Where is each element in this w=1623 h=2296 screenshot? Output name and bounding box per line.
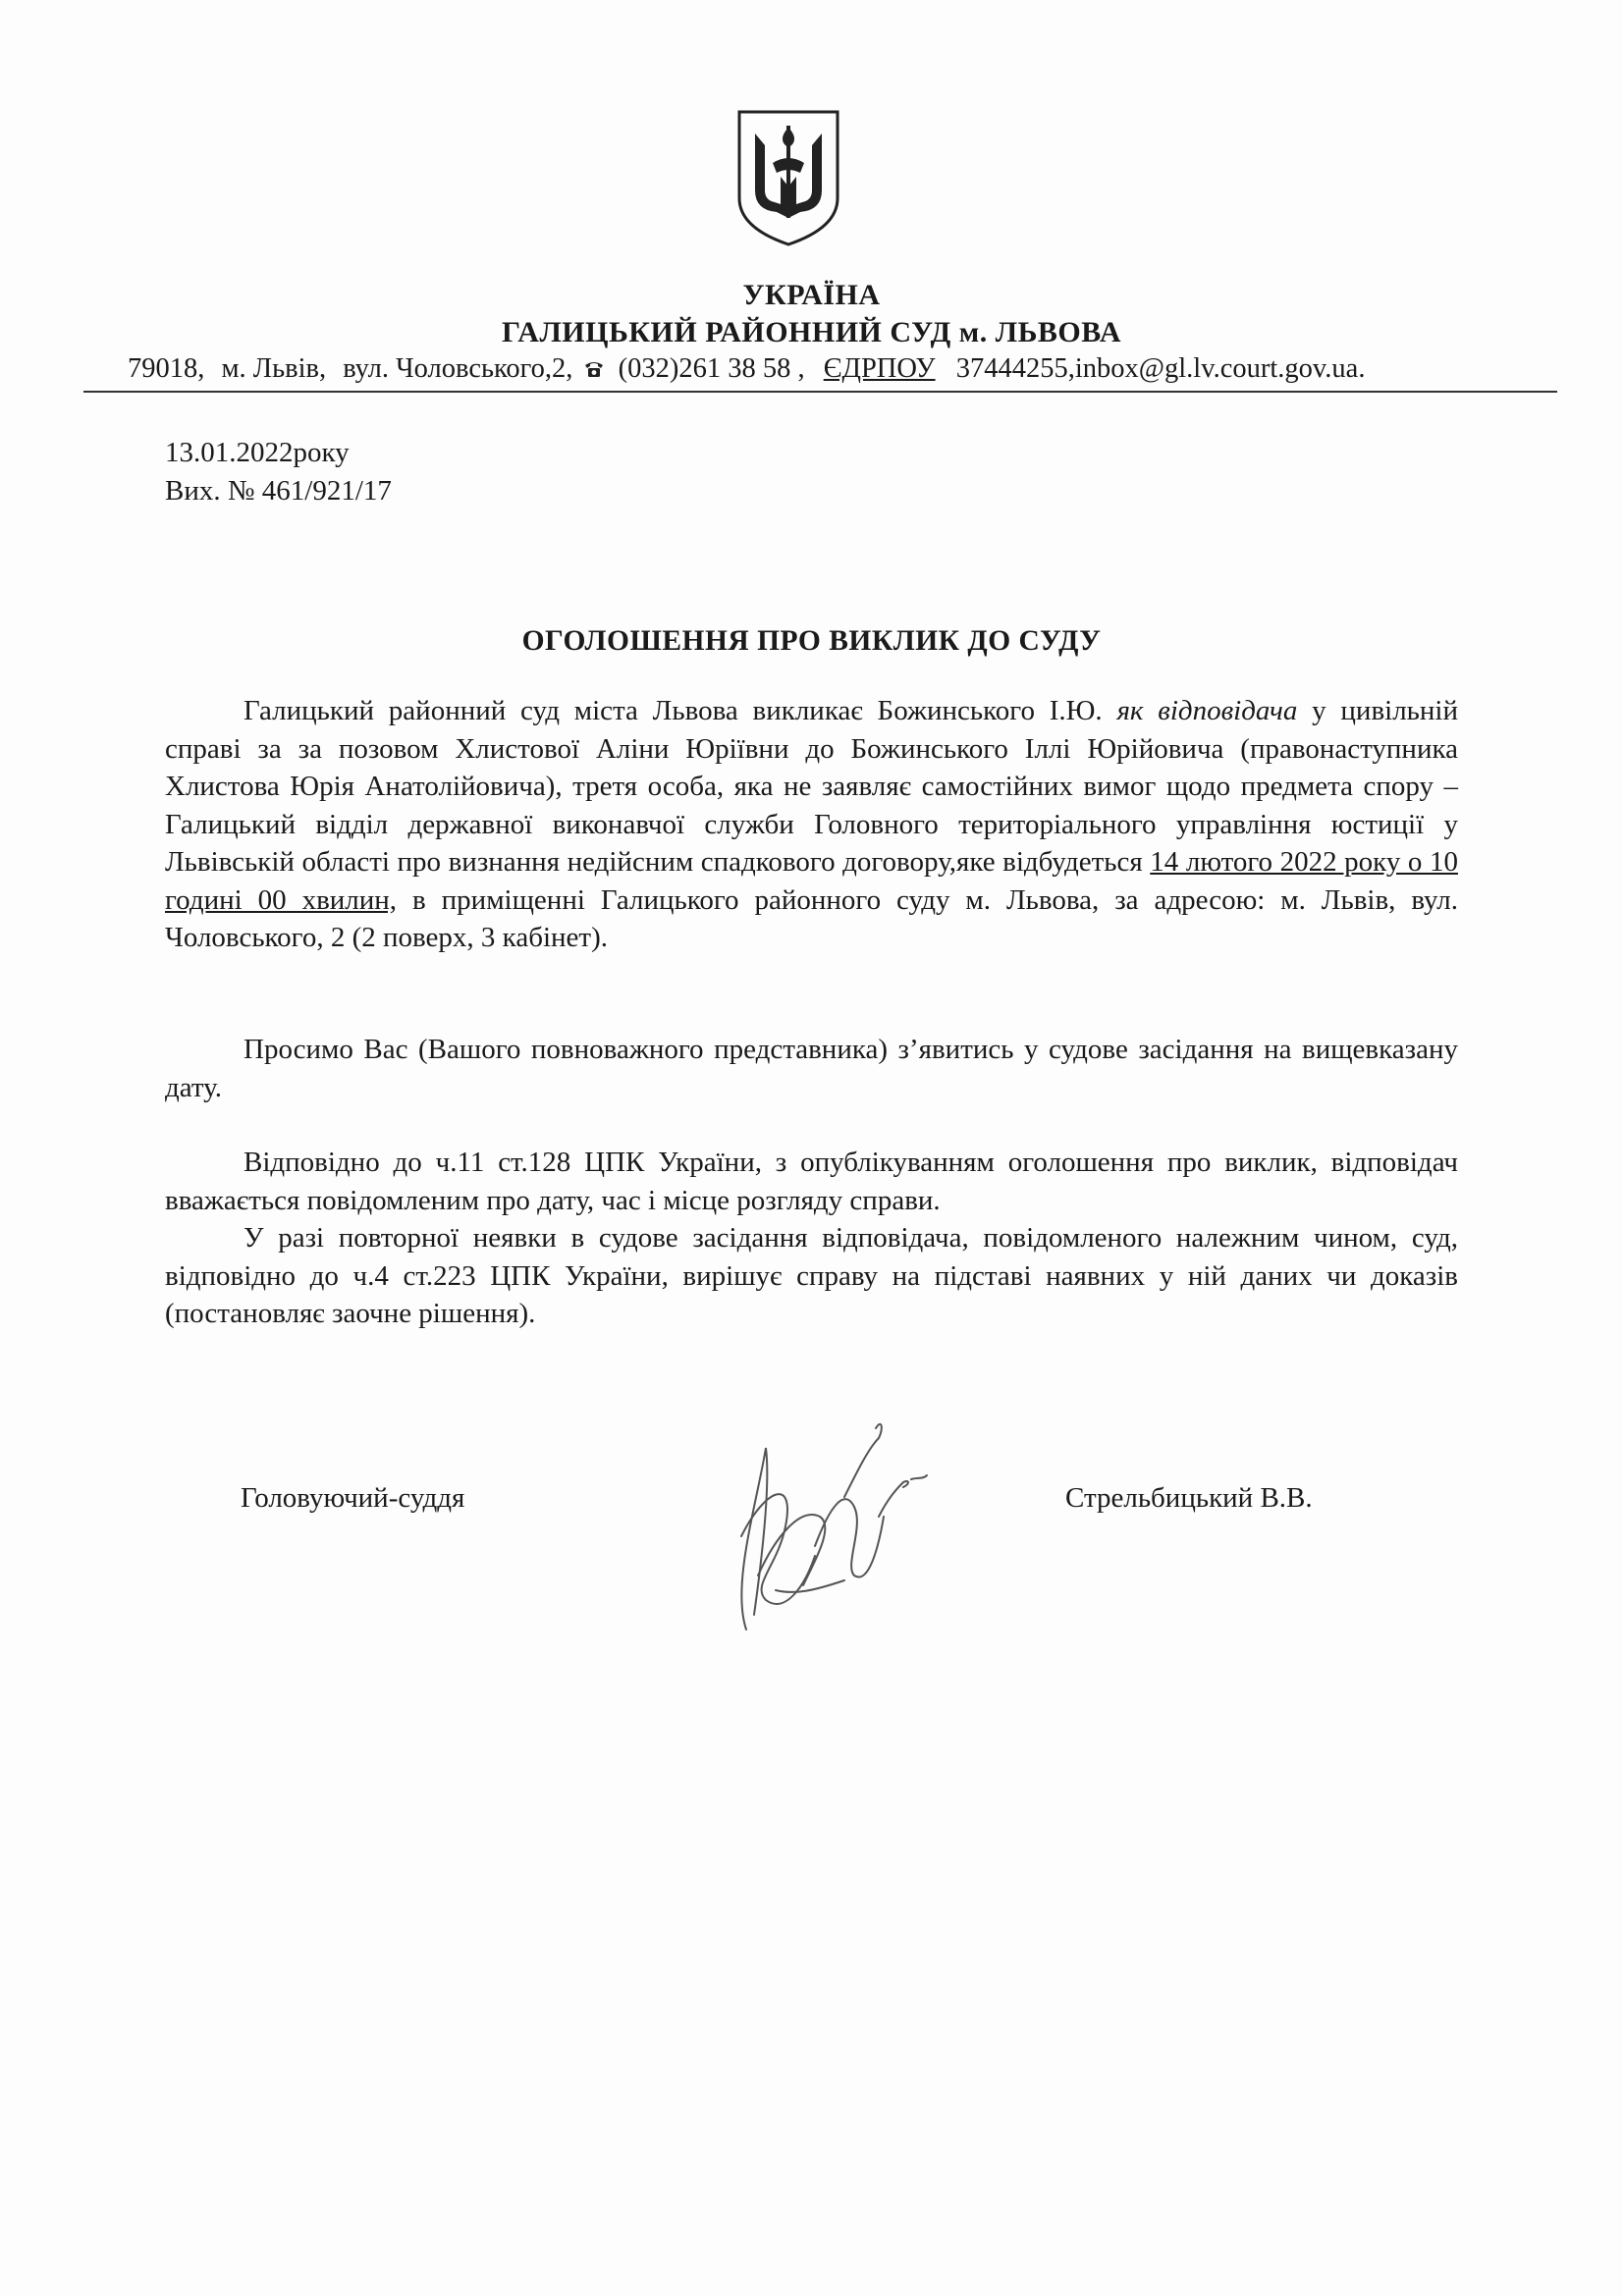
contacts-postcode: 79018,: [128, 353, 205, 384]
body-paragraph-notice: [165, 1144, 1458, 1219]
phone-icon: [583, 358, 605, 378]
summons-role: як відповідача: [1116, 695, 1298, 726]
request-text: Просимо Вас (Вашого повноважного представника) з’явитись у судове засідання на вищевказану дату.: [165, 1034, 1458, 1103]
outgoing-number: Вих. № 461/921/17: [165, 475, 392, 507]
summons-text-b: у цивільній справі за за позовом Хлистової Аліни Юріївни до Божинського Іллі Юрійовича (правонаступника Хлистова Юрія Анатолійовича), третя особа, яка не заявляє самостійних вимог щодо предмета спору – Галицький відділ державної виконавчої служби Головного територіального управління юстиції у Львівській області про визнання недійсним спадкового договору,яке відбудеться: [165, 695, 1458, 878]
body-paragraph-summons: [165, 692, 1458, 957]
notice-text: Відповідно до ч.11 ст.128 ЦПК України, з опублікуванням оголошення про виклик, відповідач вважається повідомленим про дату, час і місце розгляду справи.: [165, 1147, 1458, 1216]
header-divider: [83, 391, 1557, 393]
document-title: ОГОЛОШЕННЯ ПРО ВИКЛИК ДО СУДУ: [521, 625, 1102, 657]
summons-datetime: 14 лютого 2022 року о 10 годині 00 хвилин,: [165, 846, 1458, 916]
signature-name: Стрельбицький В.В.: [1065, 1482, 1313, 1514]
court-contacts: [128, 353, 1561, 385]
default-text: У разі повторної неявки в судове засідання відповідача, повідомленого належним чином, суд, відповідно до ч.4 ст.223 ЦПК України, вирішує справу на підставі наявних у ній даних чи доказів (постановляє заочне рішення).: [165, 1222, 1458, 1329]
header-court-name: ГАЛИЦЬКИЙ РАЙОННИЙ СУД м. ЛЬВОВА: [501, 316, 1122, 348]
contacts-city: м. Львів,: [221, 353, 327, 384]
handwritten-signature: [707, 1389, 933, 1644]
body-paragraph-request: [165, 1031, 1458, 1106]
header-country: УКРАЇНА: [742, 279, 881, 311]
document-date: 13.01.2022року: [165, 437, 350, 468]
contacts-edrpou-email: 37444255,inbox@gl.lv.court.gov.ua.: [955, 353, 1366, 384]
signature-role: Головуючий-суддя: [241, 1482, 465, 1514]
summons-text-a: Галицький районний суд міста Львова викликає Божинського І.Ю.: [243, 695, 1117, 726]
contacts-phone: (032)261 38 58 ,: [618, 353, 805, 384]
trident-icon: [733, 108, 843, 247]
contacts-edrpou-label: ЄДРПОУ: [823, 353, 936, 384]
summons-text-c: в приміщенні Галицького районного суду м. Львова, за адресою: м. Львів, вул. Чоловського, 2 (2 поверх, 3 кабінет).: [165, 883, 1458, 953]
body-paragraph-default: [165, 1219, 1458, 1333]
contacts-street: вул. Чоловського,2,: [343, 353, 573, 384]
